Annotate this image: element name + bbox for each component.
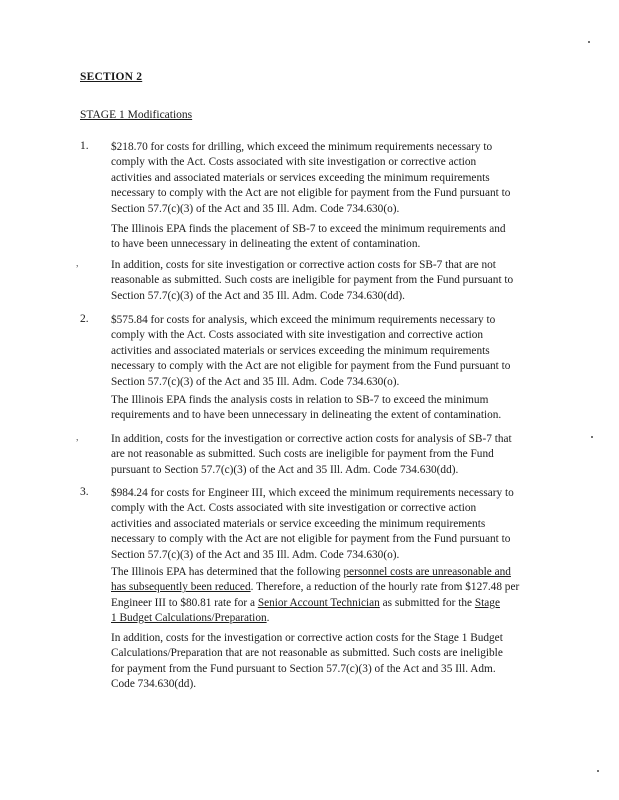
item-3-paragraph-1: $984.24 for costs for Engineer III, which exceed the minimum requirements necessary to comply with the Act. Costs associated with site investigation or corrective action activities and associated materials or service exceeding the minimum requirements necessary to comply with the Act are not eligible for payment from the Fund pursuant to Section 57.7(c)(3) of the Act and 35 Ill. Adm. Code 734.630(o). <box>111 487 514 561</box>
item-1-paragraph-1: $218.70 for costs for drilling, which exceed the minimum requirements necessary to comply with the Act. Costs associated with site investigation or corrective action activities and associated materials or services exceeding the minimum requirements necessary to comply with the Act are not eligible for payment from the Fund pursuant to Section 57.7(c)(3) of the Act and 35 Ill. Adm. Code 734.630(o). <box>111 141 511 215</box>
item-3-paragraph-3: In addition, costs for the investigation or corrective action costs for the Stage 1 Budget Calculations/Preparation that are not reasonable as submitted. Such costs are ineligible for payment from the Fund pursuant to Section 57.7(c)(3) of the Act and 35 Ill. Adm. Code 734.630(dd). <box>111 632 503 691</box>
scan-speck <box>588 41 590 43</box>
section-title: SECTION 2 <box>80 71 143 83</box>
bullet-mark: , <box>76 258 79 269</box>
underlined-text: Stage 1 Budget Calculations/Preparation <box>111 596 500 625</box>
item-number: 1. <box>80 140 89 152</box>
scan-speck <box>597 770 599 772</box>
item-number: 3. <box>80 486 89 498</box>
stage-title: STAGE 1 Modifications <box>80 109 193 121</box>
underlined-text: personnel costs are unreasonable and has subsequently been reduced <box>111 566 511 594</box>
scan-speck <box>591 436 593 438</box>
item-1-paragraph-2: The Illinois EPA finds the placement of SB-7 to exceed the minimum requirements and to have been unnecessary in delineating the extent of contamination. <box>111 223 506 251</box>
text-run: . <box>266 612 270 625</box>
item-2-paragraph-3: In addition, costs for the investigation or corrective action costs for analysis of SB-7 that are not reasonable as submitted. Such costs are ineligible for payment from the Fund pursuant to Section 57.7(c)(3) of the Act and 35 Ill. Adm. Code 734.630(dd). <box>111 433 512 476</box>
item-2-paragraph-1: $575.84 for costs for analysis, which exceed the minimum requirements necessary to comply with the Act. Costs associated with site investigation and corrective action activities and associated materials or services exceeding the minimum requirements necessary to comply with the Act are not eligible for payment from the Fund pursuant to Section 57.7(c)(3) of the Act and 35 Ill. Adm. Code 734.630(o). <box>111 314 511 388</box>
text-run: The Illinois EPA has determined that the following <box>111 566 344 578</box>
item-2-paragraph-2: The Illinois EPA finds the analysis costs in relation to SB-7 to exceed the minimum requirements and to have been unnecessary in delineating the extent of contamination. <box>111 394 502 422</box>
text-run: as submitted for the <box>379 596 475 609</box>
item-3-paragraph-2 <box>111 565 523 627</box>
underlined-text: Senior Account Technician <box>257 596 380 609</box>
item-1-paragraph-3: In addition, costs for site investigation or corrective action costs for SB-7 that are not reasonable as submitted. Such costs are ineligible for payment from the Fund pursuant to Section 57.7(c)(3) of the Act and 35 Ill. Adm. Code 734.630(dd). <box>111 259 514 302</box>
text-run: . Therefore, a reduction of the hourly rate from $127.48 per Engineer III to $80.81 rate for a <box>111 581 520 609</box>
item-number: 2. <box>80 313 89 325</box>
bullet-mark: , <box>76 432 79 443</box>
